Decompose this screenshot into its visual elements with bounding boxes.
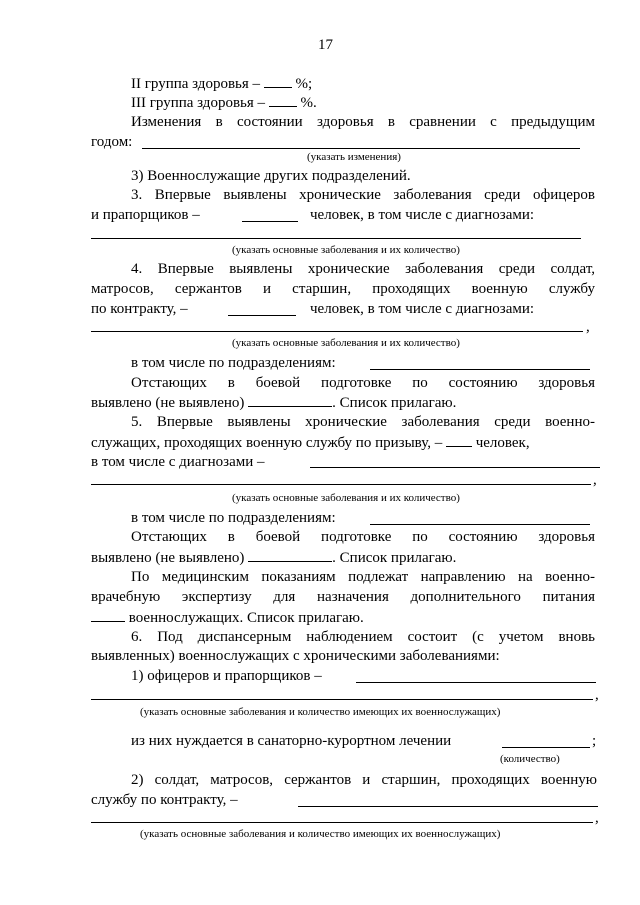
text-line: ,: [595, 687, 599, 703]
fill-line: [228, 315, 296, 316]
fill-line: [91, 822, 593, 823]
fill-line: [242, 221, 298, 222]
text-line: ;: [592, 733, 597, 749]
fill-line: [370, 369, 590, 370]
caption: (указать основные заболевания и их количество): [232, 244, 460, 256]
caption: (указать основные заболевания и количество имеющих их военнослужащих): [140, 706, 501, 718]
text-line: служащих, проходящих военную службу по призыву, – человек,: [91, 435, 530, 451]
text-line: 6. Под диспансерным наблюдением состоит (с учетом вновь: [131, 629, 595, 645]
fill-line: [91, 484, 591, 485]
text-line: выявлено (не выявлено) . Список прилагаю.: [91, 550, 457, 566]
text-line: по контракту, –: [91, 301, 188, 317]
text-line: службу по контракту, –: [91, 792, 238, 808]
text-line: Отстающих в боевой подготовке по состоянию здоровья: [131, 375, 595, 391]
fill-line: [356, 682, 596, 683]
text-line: врачебную экспертизу для назначения дополнительного питания: [91, 589, 595, 605]
text-line: 2) солдат, матросов, сержантов и старшин, проходящих военную: [131, 772, 597, 788]
text-line: матросов, сержантов и старшин, проходящих военную службу: [91, 281, 595, 297]
text-line: ,: [593, 472, 597, 488]
fill-line: [298, 806, 598, 807]
text-line: ,: [586, 319, 590, 335]
text-line: и прапорщиков –: [91, 207, 200, 223]
caption: (количество): [500, 753, 560, 765]
text-line: 5. Впервые выявлены хронические заболевания среди военно-: [131, 414, 595, 430]
text-line: человек, в том числе с диагнозами:: [310, 207, 535, 223]
text-line: 3. Впервые выявлены хронические заболевания среди офицеров: [131, 187, 595, 203]
caption: (указать изменения): [307, 151, 401, 163]
caption: (указать основные заболевания и их количество): [232, 337, 460, 349]
text-line: выявлено (не выявлено) . Список прилагаю.: [91, 395, 457, 411]
text-line: в том числе с диагнозами –: [91, 454, 265, 470]
text-line: II группа здоровья – %;: [131, 76, 313, 92]
fill-line: [310, 467, 600, 468]
caption: (указать основные заболевания и их количество): [232, 492, 460, 504]
text-line: Изменения в состоянии здоровья в сравнении с предыдущим: [131, 114, 595, 130]
fill-line: [91, 699, 593, 700]
text-line: выявленных) военнослужащих с хроническими заболеваниями:: [91, 648, 500, 664]
text-line: в том числе по подразделениям:: [131, 355, 336, 371]
text-line: в том числе по подразделениям:: [131, 510, 336, 526]
fill-line: [370, 524, 590, 525]
fill-line: [91, 238, 581, 239]
caption: (указать основные заболевания и количество имеющих их военнослужащих): [140, 828, 501, 840]
text-line: 4. Впервые выявлены хронические заболевания среди солдат,: [131, 261, 595, 277]
text-line: военнослужащих. Список прилагаю.: [91, 608, 364, 627]
text-line: Отстающих в боевой подготовке по состоянию здоровья: [131, 529, 595, 545]
text-line: 1) офицеров и прапорщиков –: [131, 668, 322, 684]
fill-line: [91, 331, 583, 332]
text-line: По медицинским показаниям подлежат направлению на военно-: [131, 569, 595, 585]
text-line: человек, в том числе с диагнозами:: [310, 301, 535, 317]
fill-line: [502, 747, 590, 748]
text-line: 3) Военнослужащие других подразделений.: [131, 168, 411, 184]
text-line: годом:: [91, 134, 133, 150]
text-line: III группа здоровья – %.: [131, 95, 317, 111]
fill-line: [142, 148, 580, 149]
text-line: ,: [595, 810, 599, 826]
text-line: из них нуждается в санаторно-курортном лечении: [131, 733, 452, 749]
page-number: 17: [318, 37, 333, 53]
